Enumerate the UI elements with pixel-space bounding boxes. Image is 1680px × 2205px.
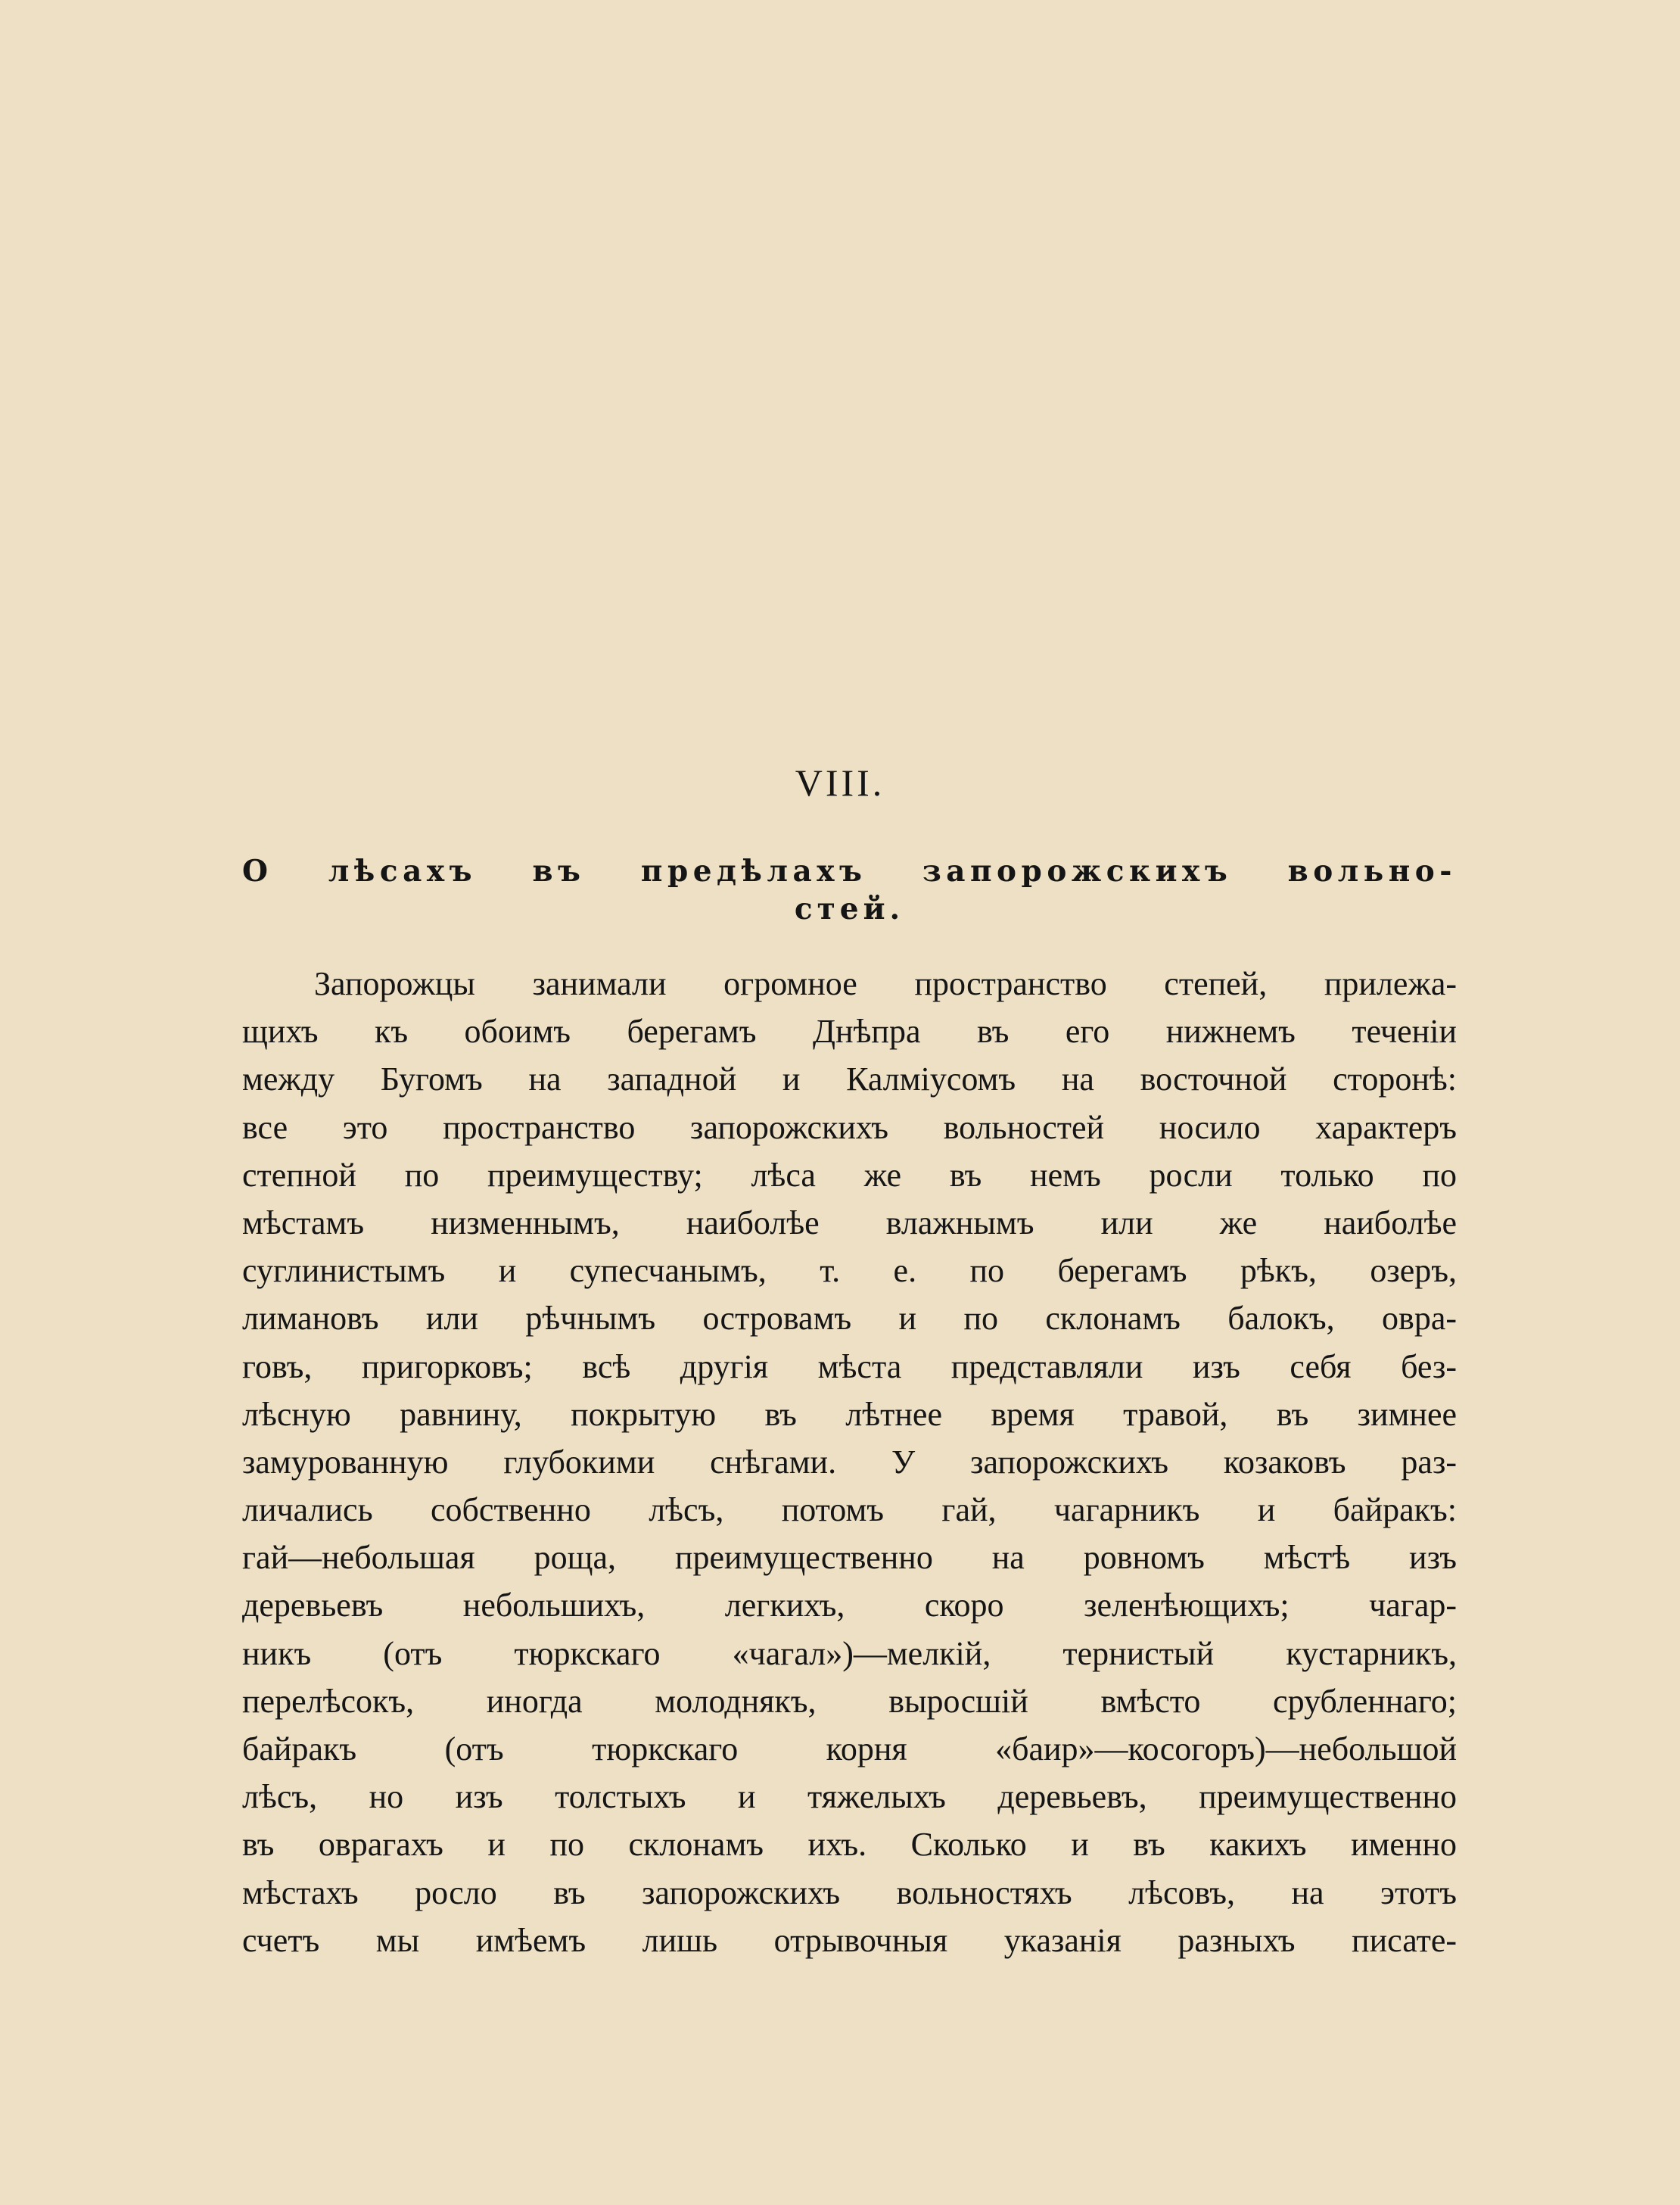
body-paragraph — [242, 960, 1457, 1964]
chapter-title-line-2: стей. — [794, 892, 905, 927]
text-line: деревьевъ небольшихъ, легкихъ, скоро зеленѣющихъ; чагар- — [242, 1587, 1457, 1624]
chapter-number: VIII. — [795, 761, 885, 804]
text-line: говъ, пригорковъ; всѣ другія мѣста представляли изъ себя без- — [242, 1347, 1457, 1385]
text-line: замурованную глубокими снѣгами. У запорожскихъ козаковъ раз- — [242, 1443, 1457, 1481]
text-line: все это пространство запорожскихъ вольностей носило характеръ — [242, 1108, 1457, 1146]
text-line: мѣстамъ низменнымъ, наиболѣе влажнымъ или же наиболѣе — [242, 1204, 1457, 1241]
text-line: Запорожцы занимали огромное пространство степей, прилежа- — [314, 965, 1457, 1002]
text-line: байракъ (отъ тюркскаго корня «баир»—косогоръ)—небольшой — [242, 1730, 1457, 1767]
text-line: счетъ мы имѣемъ лишь отрывочныя указанія разныхъ писате- — [242, 1921, 1457, 1959]
text-line: лимановъ или рѣчнымъ островамъ и по склонамъ балокъ, овра- — [242, 1300, 1457, 1338]
text-line: никъ (отъ тюркскаго «чагал»)—мелкій, тернистый кустарникъ, — [242, 1634, 1457, 1672]
text-line: суглинистымъ и супесчанымъ, т. е. по берегамъ рѣкъ, озеръ, — [242, 1252, 1457, 1290]
text-line: между Бугомъ на западной и Калміусомъ на восточной сторонѣ: — [242, 1060, 1457, 1098]
text-line: въ оврагахъ и по склонамъ ихъ. Сколько и въ какихъ именно — [242, 1826, 1457, 1864]
text-line: личались собственно лѣсъ, потомъ гай, чагарникъ и байракъ: — [242, 1491, 1457, 1529]
text-line: перелѣсокъ, иногда молоднякъ, выросшій вмѣсто срубленнаго; — [242, 1682, 1457, 1720]
text-line: гай—небольшая роща, преимущественно на ровномъ мѣстѣ изъ — [242, 1539, 1457, 1577]
text-line: мѣстахъ росло въ запорожскихъ вольностяхъ лѣсовъ, на этотъ — [242, 1873, 1457, 1911]
chapter-title — [242, 852, 1457, 928]
text-line: лѣсную равнину, покрытую въ лѣтнее время травой, въ зимнее — [242, 1395, 1457, 1433]
chapter-title-line-1: О лѣсахъ въ предѣлахъ запорожскихъ вольно- — [242, 854, 1457, 889]
text-line: лѣсъ, но изъ толстыхъ и тяжелыхъ деревьевъ, преимущественно — [242, 1778, 1457, 1816]
text-line: степной по преимуществу; лѣса же въ немъ росли только по — [242, 1156, 1457, 1194]
text-line: щихъ къ обоимъ берегамъ Днѣпра въ его нижнемъ теченіи — [242, 1013, 1457, 1051]
